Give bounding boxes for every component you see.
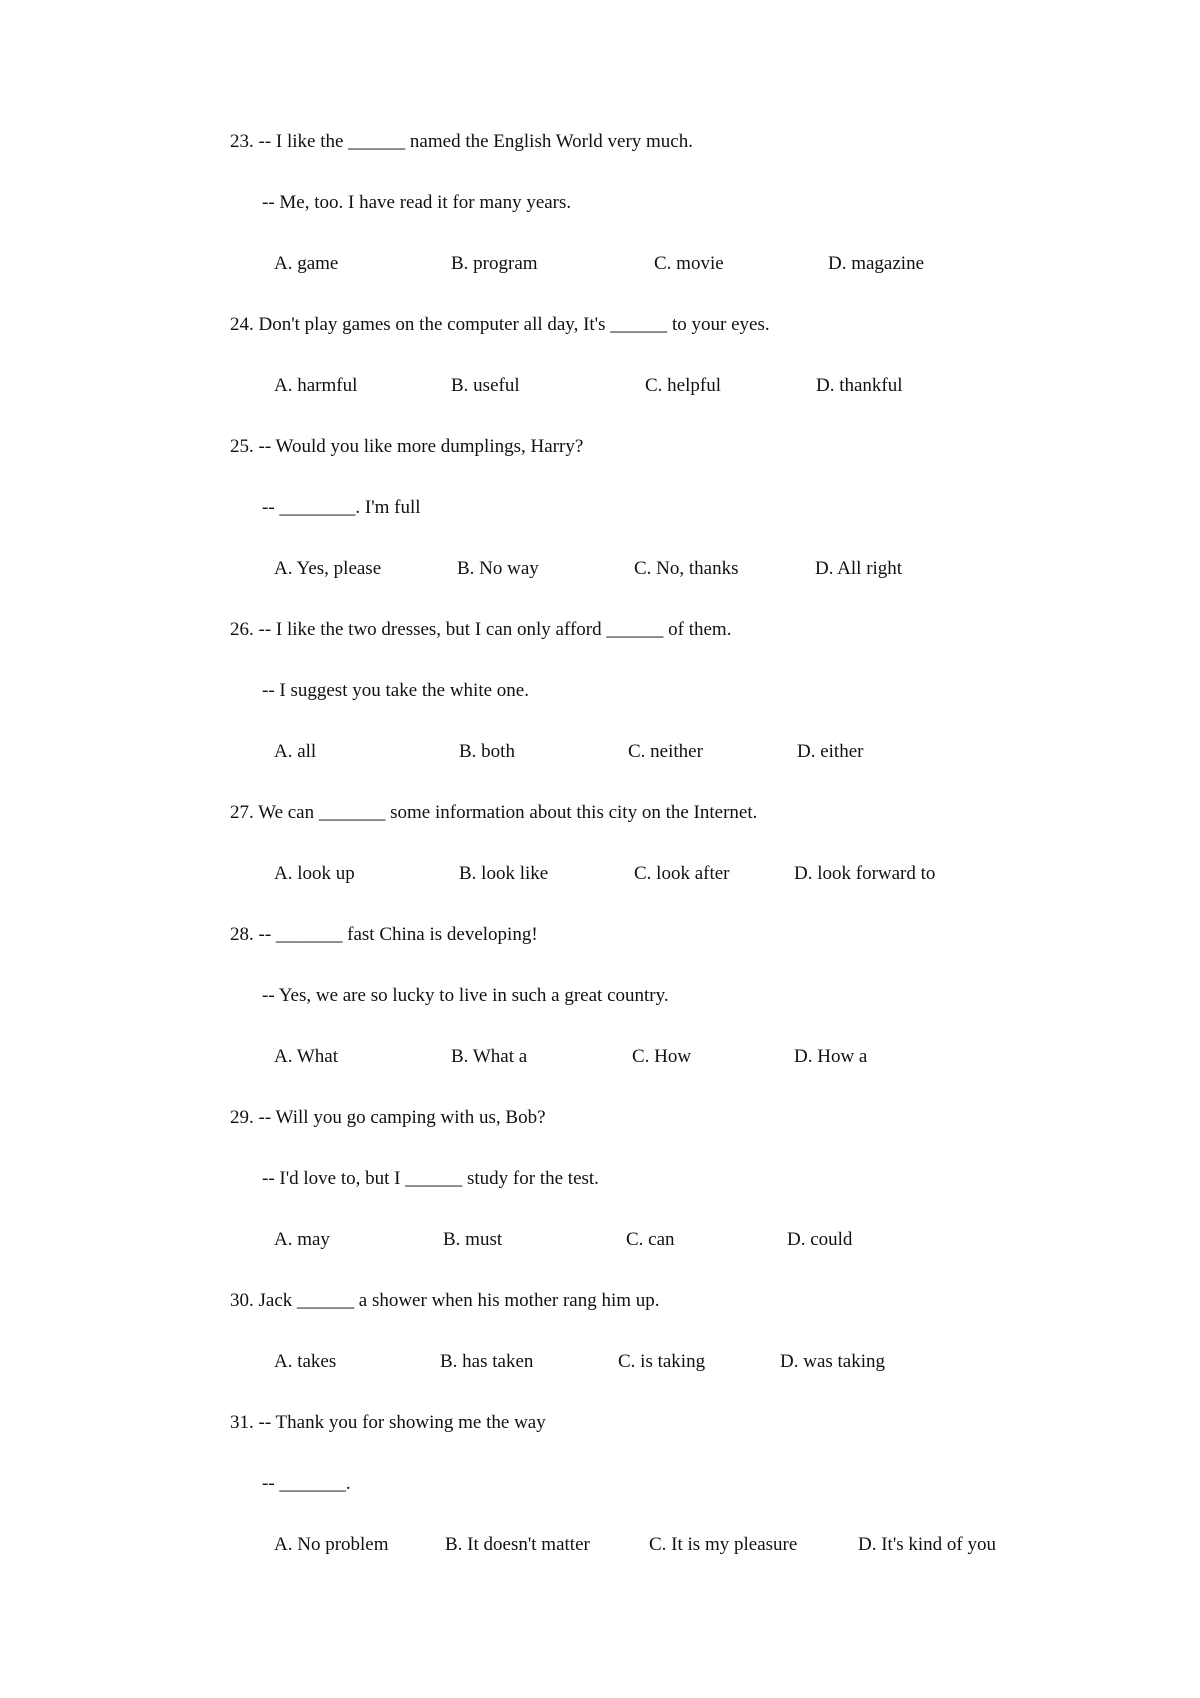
- option-c: C. helpful: [645, 375, 721, 396]
- option-a: A. all: [274, 741, 317, 762]
- question-26-reply: -- I suggest you take the white one.: [262, 680, 529, 701]
- option-c: C. look after: [634, 863, 730, 884]
- question-30-prompt: 30. Jack ______ a shower when his mother rang him up.: [230, 1290, 660, 1311]
- option-b: B. No way: [457, 558, 539, 579]
- question-23-prompt: 23. -- I like the ______ named the English World very much.: [230, 131, 693, 152]
- option-c: C. can: [626, 1229, 675, 1250]
- option-b: B. What a: [451, 1046, 528, 1067]
- option-d: D. thankful: [816, 375, 903, 396]
- option-b: B. both: [459, 741, 515, 762]
- option-d: D. look forward to: [794, 863, 936, 884]
- option-a: A. look up: [274, 863, 355, 884]
- question-25-prompt: 25. -- Would you like more dumplings, Harry?: [230, 436, 584, 457]
- question-28-reply: -- Yes, we are so lucky to live in such a great country.: [262, 985, 669, 1006]
- option-d: D. How a: [794, 1046, 868, 1067]
- question-23-reply: -- Me, too. I have read it for many years.: [262, 192, 572, 213]
- question-25-reply: -- ________. I'm full: [262, 497, 421, 518]
- option-c: C. movie: [654, 253, 724, 274]
- option-c: C. No, thanks: [634, 558, 739, 579]
- option-a: A. harmful: [274, 375, 358, 396]
- option-b: B. It doesn't matter: [445, 1534, 590, 1555]
- option-b: B. look like: [459, 863, 549, 884]
- question-26-prompt: 26. -- I like the two dresses, but I can only afford ______ of them.: [230, 619, 732, 640]
- option-d: D. magazine: [828, 253, 925, 274]
- option-d: D. It's kind of you: [858, 1534, 997, 1555]
- option-c: C. How: [632, 1046, 692, 1067]
- option-c: C. It is my pleasure: [649, 1534, 798, 1555]
- option-c: C. is taking: [618, 1351, 706, 1372]
- option-d: D. could: [787, 1229, 853, 1250]
- question-24-prompt: 24. Don't play games on the computer all day, It's ______ to your eyes.: [230, 314, 770, 335]
- question-31-reply: -- _______.: [262, 1473, 351, 1494]
- option-a: A. takes: [274, 1351, 337, 1372]
- option-b: B. program: [451, 253, 538, 274]
- option-d: D. All right: [815, 558, 903, 579]
- question-28-prompt: 28. -- _______ fast China is developing!: [230, 924, 538, 945]
- option-b: B. has taken: [440, 1351, 534, 1372]
- option-a: A. Yes, please: [274, 558, 382, 579]
- option-d: D. was taking: [780, 1351, 886, 1372]
- option-a: A. What: [274, 1046, 339, 1067]
- option-a: A. No problem: [274, 1534, 389, 1555]
- question-29-prompt: 29. -- Will you go camping with us, Bob?: [230, 1107, 546, 1128]
- option-a: A. game: [274, 253, 339, 274]
- option-a: A. may: [274, 1229, 330, 1250]
- question-31-prompt: 31. -- Thank you for showing me the way: [230, 1412, 546, 1433]
- option-d: D. either: [797, 741, 864, 762]
- question-29-reply: -- I'd love to, but I ______ study for the test.: [262, 1168, 599, 1189]
- option-b: B. must: [443, 1229, 503, 1250]
- option-c: C. neither: [628, 741, 703, 762]
- question-27-prompt: 27. We can _______ some information about this city on the Internet.: [230, 802, 758, 823]
- option-b: B. useful: [451, 375, 520, 396]
